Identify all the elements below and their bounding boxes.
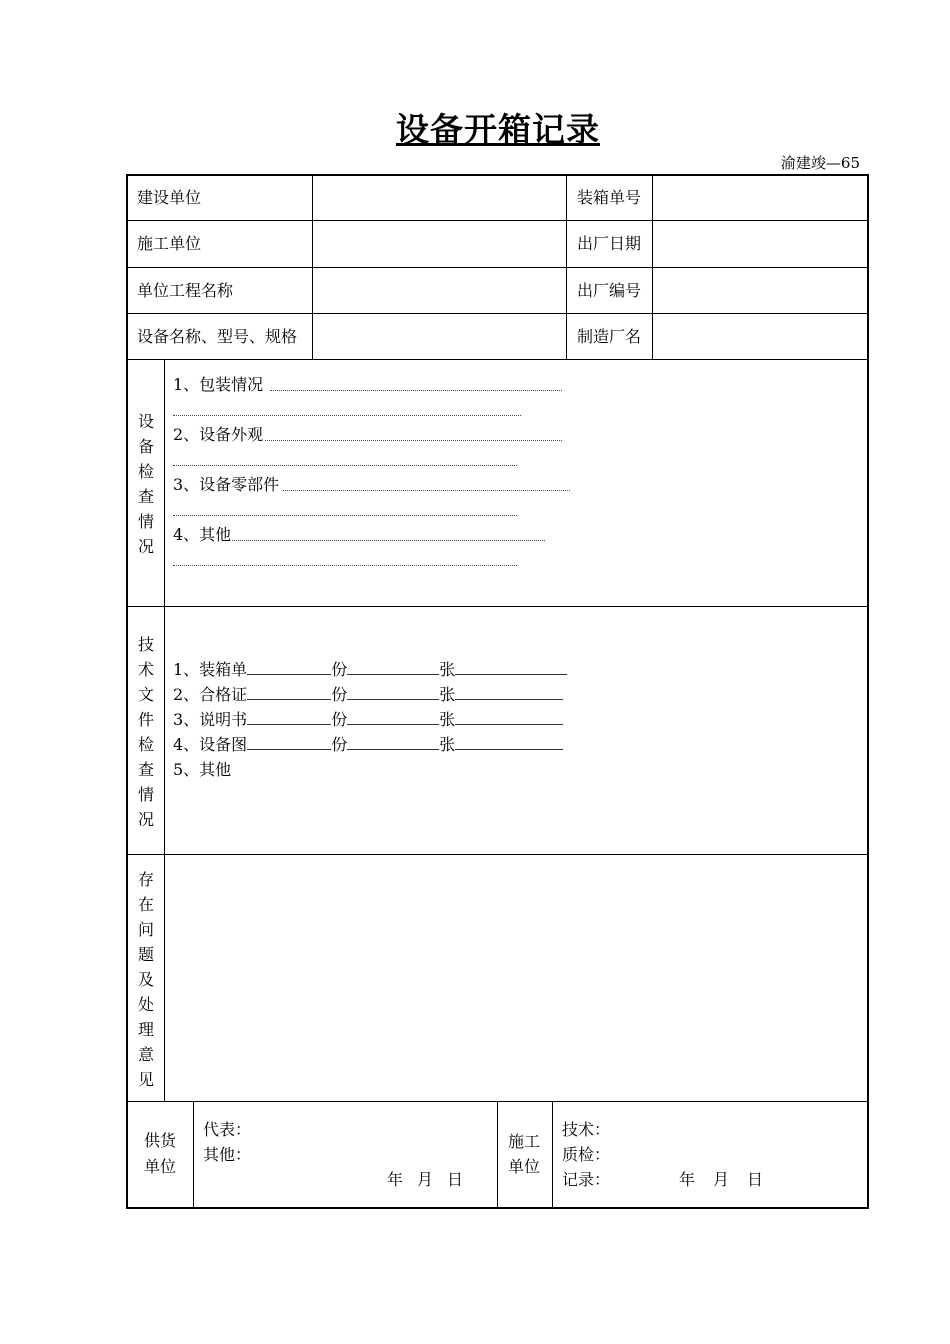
label-char: 术 <box>137 660 154 679</box>
fill-line <box>173 515 517 516</box>
inspection-item-parts: 3、设备零部件 <box>173 475 280 494</box>
tech-doc-row <box>173 657 567 682</box>
tech-doc-label: 2、合格证 <box>173 685 248 704</box>
row-divider <box>126 854 869 855</box>
supplier-other-label: 其他： <box>203 1145 252 1164</box>
inspection-item-appearance: 2、设备外观 <box>173 425 264 444</box>
col-divider <box>552 1101 553 1208</box>
fill-line <box>455 685 563 700</box>
fill-line <box>247 735 331 750</box>
contractor-tech-label: 技术： <box>562 1120 611 1139</box>
label-char: 备 <box>137 437 154 456</box>
unit-copies: 份 <box>331 660 348 679</box>
supplier-date-year: 年 <box>387 1170 404 1189</box>
label-char: 题 <box>137 945 154 964</box>
tech-doc-label: 1、装箱单 <box>173 660 248 679</box>
tech-doc-row <box>173 682 563 707</box>
unit-copies: 份 <box>331 710 348 729</box>
unit-copies: 份 <box>331 685 348 704</box>
tech-doc-label: 3、说明书 <box>173 710 248 729</box>
fill-line <box>265 440 562 441</box>
fill-line <box>455 735 563 750</box>
manufacturer-label: 制造厂名 <box>577 327 642 346</box>
label-char: 检 <box>137 462 154 481</box>
supplier-date-day: 日 <box>447 1170 464 1189</box>
project-name-label: 单位工程名称 <box>137 281 234 300</box>
label-char: 问 <box>137 920 154 939</box>
label-char: 况 <box>137 810 154 829</box>
table-top-border <box>126 174 869 176</box>
unit-sheets: 张 <box>439 710 456 729</box>
supplier-label-line2: 单位 <box>144 1157 177 1176</box>
contractor-label-line2: 单位 <box>508 1157 541 1176</box>
manufacture-date-label: 出厂日期 <box>577 234 642 253</box>
label-char: 理 <box>137 1020 154 1039</box>
supplier-date-month: 月 <box>417 1170 434 1189</box>
contractor-date-year: 年 <box>679 1170 696 1189</box>
col-divider <box>497 1101 498 1208</box>
inspection-item-other: 4、其他 <box>173 525 232 544</box>
col-divider <box>652 174 653 360</box>
table-left-border <box>126 174 128 1209</box>
row-divider <box>126 220 869 221</box>
contractor-unit-label: 施工单位 <box>137 234 202 253</box>
construction-unit-label: 建设单位 <box>137 188 202 207</box>
fill-line <box>173 415 521 416</box>
fill-line <box>283 490 570 491</box>
unit-sheets: 张 <box>439 685 456 704</box>
contractor-date-day: 日 <box>747 1170 764 1189</box>
label-char: 见 <box>137 1070 154 1089</box>
row-divider <box>126 313 869 314</box>
label-char: 查 <box>137 487 154 506</box>
col-divider <box>193 1101 194 1208</box>
fill-line <box>455 710 563 725</box>
fill-line <box>270 390 562 391</box>
row-divider <box>126 606 869 607</box>
fill-line <box>347 710 439 725</box>
label-char: 存 <box>137 870 154 889</box>
label-char: 件 <box>137 710 154 729</box>
fill-line <box>173 465 517 466</box>
fill-line <box>455 660 567 675</box>
label-char: 情 <box>137 785 154 804</box>
unit-sheets: 张 <box>439 735 456 754</box>
label-char: 查 <box>137 760 154 779</box>
tech-doc-row <box>173 732 563 757</box>
label-char: 情 <box>137 512 154 531</box>
fill-line <box>347 660 439 675</box>
label-char: 检 <box>137 735 154 754</box>
supplier-label-line1: 供货 <box>144 1131 177 1150</box>
label-char: 处 <box>137 995 154 1014</box>
col-divider <box>566 174 567 360</box>
tech-doc-other: 5、其他 <box>173 760 232 779</box>
inspection-item-packaging: 1、包装情况 <box>173 375 264 394</box>
table-right-border <box>867 174 869 1209</box>
label-char: 意 <box>137 1045 154 1064</box>
fill-line <box>247 710 331 725</box>
label-char: 况 <box>137 537 154 556</box>
equipment-spec-label: 设备名称、型号、规格 <box>137 327 298 346</box>
col-divider <box>164 359 165 1102</box>
label-char: 设 <box>137 412 154 431</box>
contractor-date-month: 月 <box>713 1170 730 1189</box>
fill-line <box>347 735 439 750</box>
contractor-record-label: 记录： <box>562 1170 611 1189</box>
tech-doc-row <box>173 707 563 732</box>
contractor-qc-label: 质检： <box>562 1145 611 1164</box>
fill-line <box>232 540 545 541</box>
fill-line <box>247 685 331 700</box>
form-code: 渝建竣—65 <box>780 154 860 172</box>
fill-line <box>347 685 439 700</box>
unit-copies: 份 <box>331 735 348 754</box>
supplier-rep-label: 代表： <box>203 1120 252 1139</box>
fill-line <box>247 660 331 675</box>
serial-no-label: 出厂编号 <box>577 281 642 300</box>
contractor-label-line1: 施工 <box>508 1132 541 1151</box>
label-char: 文 <box>137 685 154 704</box>
col-divider <box>312 174 313 360</box>
label-char: 及 <box>137 970 154 989</box>
fill-line <box>173 565 517 566</box>
tech-doc-label: 4、设备图 <box>173 735 248 754</box>
label-char: 在 <box>137 895 154 914</box>
row-divider <box>126 267 869 268</box>
page-title: 设备开箱记录 <box>396 110 600 149</box>
packing-list-no-label: 装箱单号 <box>577 188 642 207</box>
unit-sheets: 张 <box>439 660 456 679</box>
label-char: 技 <box>137 635 154 654</box>
row-divider <box>126 359 869 360</box>
